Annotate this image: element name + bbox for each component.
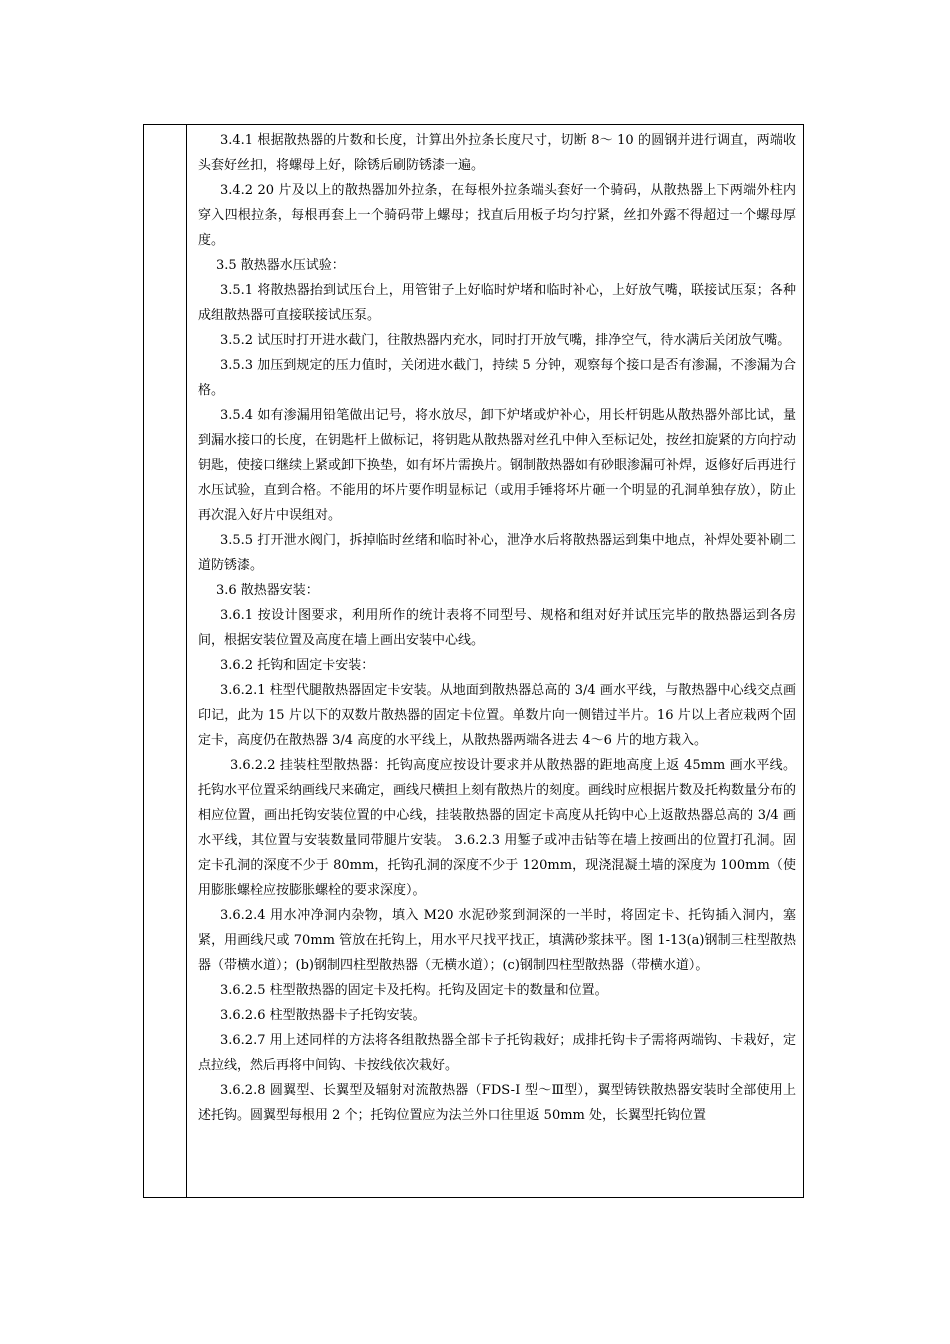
paragraph-3-6-2-7: 3.6.2.7 用上述同样的方法将各组散热器全部卡子托钩栽好；成排托钩卡子需将两端钩、卡栽好，定点拉线，然后再将中间钩、卡按线依次栽好。 [198,1033,796,1073]
heading-3-5: 3.5 散热器水压试验： [216,258,345,273]
paragraph-3-4-2: 3.4.2 20 片及以上的散热器加外拉条，在每根外拉条端头套好一个骑码，从散热器上下两端外柱内穿入四根拉条，每根再套上一个骑码带上螺母；找直后用板子均匀拧紧，丝扣外露不得超过一个螺母厚度。 [198,183,796,248]
paragraph-3-6-2-4: 3.6.2.4 用水冲净洞内杂物，填入 M20 水泥砂浆到洞深的一半时，将固定卡、托钩插入洞内，塞紧，用画线尺或 70mm 管放在托钩上，用水平尺找平找正，填满砂浆抹平。图 1-13(a)钢制三柱型散热器（带横水道）；(b)钢制四柱型散热器（无横水道）；(c)钢制四柱型散热器（带横水道）。 [198,908,796,973]
paragraph-3-6-2-6: 3.6.2.6 柱型散热器卡子托钩安装。 [220,1008,426,1023]
form-table [143,124,804,1198]
paragraph-3-5-1: 3.5.1 将散热器抬到试压台上，用管钳子上好临时炉堵和临时补心，上好放气嘴，联接试压泵；各种成组散热器可直接联接试压泵。 [198,283,796,323]
paragraph-3-5-4: 3.5.4 如有渗漏用铅笔做出记号，将水放尽，卸下炉堵或炉补心，用长杆钥匙从散热器外部比试，量到漏水接口的长度，在钥匙杆上做标记，将钥匙从散热器对丝孔中伸入至标记处，按丝扣旋紧的方向拧动钥匙，使接口继续上紧或卸下换垫，如有坏片需换片。钢制散热器如有砂眼渗漏可补焊，返修好后再进行水压试验，直到合格。不能用的坏片要作明显标记（或用手锤将坏片砸一个明显的孔洞单独存放），防止再次混入好片中误组对。 [198,408,797,523]
paragraph-3-4-1: 3.4.1 根据散热器的片数和长度，计算出外拉条长度尺寸，切断 8～ 10 的圆钢并进行调直，两端收头套好丝扣，将螺母上好，除锈后刷防锈漆一遍。 [198,133,796,173]
paragraph-3-5-3: 3.5.3 加压到规定的压力值时，关闭进水截门，持续 5 分钟，观察每个接口是否有渗漏，不渗漏为合格。 [198,358,796,398]
paragraph-3-6-2: 3.6.2 托钩和固定卡安装： [220,658,375,673]
paragraph-3-6-1: 3.6.1 按设计图要求，利用所作的统计表将不同型号、规格和组对好并试压完毕的散热器运到各房间，根据安装位置及高度在墙上画出安装中心线。 [198,608,796,648]
heading-3-6: 3.6 散热器安装： [216,583,319,598]
paragraph-3-6-2-2: 3.6.2.2 挂装柱型散热器：托钩高度应按设计要求并从散热器的距地高度上返 45mm 画水平线。托钩水平位置采纳画线尺来确定，画线尺横担上刻有散热片的刻度。画线时应根据片数及托构数量分布的相应位置，画出托钩安装位置的中心线，挂装散热器的固定卡高度从托钩中心上返散热器总高的 3/4 画水平线，其位置与安装数量同带腿片安装。 3.6.2.3 用錾子或冲击钻等在墙上按画出的位置打孔洞。固定卡孔洞的深度不少于 80mm，托钩孔洞的深度不少于 120mm，现浇混凝土墙的深度为 100mm（使用膨胀螺栓应按膨胀螺栓的要求深度）。 [198,758,797,898]
paragraph-3-5-5: 3.5.5 打开泄水阀门，拆掉临时丝绪和临时补心，泄净水后将散热器运到集中地点，补焊处要补刷二道防锈漆。 [198,533,796,573]
content-cell [198,128,796,1128]
paragraph-3-6-2-1: 3.6.2.1 柱型代腿散热器固定卡安装。从地面到散热器总高的 3/4 画水平线，与散热器中心线交点画印记，此为 15 片以下的双数片散热器的固定卡位置。单数片向一侧错过半片。16 片以上者应栽两个固定卡，高度仍在散热器 3/4 高度的水平线上，从散热器两端各进去 4～6 片的地方栽入。 [198,683,796,748]
paragraph-3-5-2: 3.5.2 试压时打开进水截门，往散热器内充水，同时打开放气嘴，排净空气，待水满后关闭放气嘴。 [220,333,791,348]
paragraph-3-6-2-8: 3.6.2.8 圆翼型、长翼型及辐射对流散热器（FDS-Ⅰ 型～Ⅲ型），翼型铸铁散热器安装时全部使用上述托钩。圆翼型每根用 2 个；托钩位置应为法兰外口往里返 50mm 处，长翼型托钩位置 [198,1083,796,1123]
paragraph-3-6-2-5: 3.6.2.5 柱型散热器的固定卡及托构。托钩及固定卡的数量和位置。 [220,983,608,998]
column-divider [186,125,187,1197]
